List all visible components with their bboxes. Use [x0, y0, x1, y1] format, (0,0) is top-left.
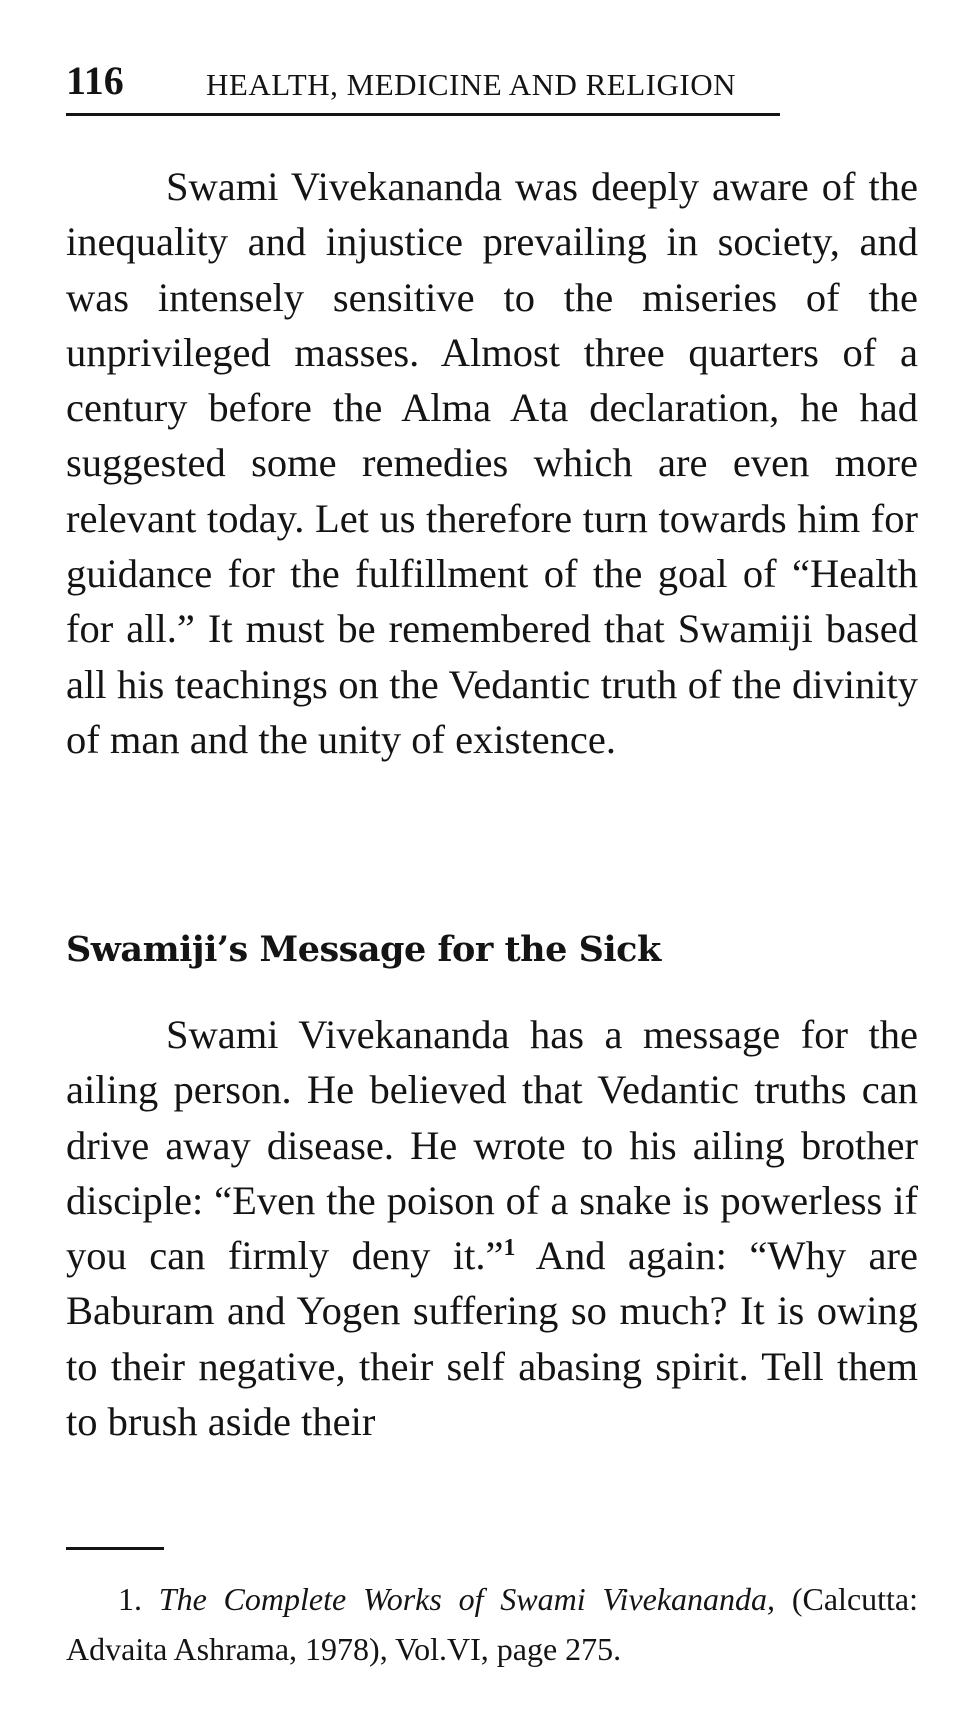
running-title: HEALTH, MEDICINE AND RELIGION [206, 67, 736, 102]
footnote-divider [66, 1547, 164, 1550]
section-heading: Swamiji’s Message for the Sick [66, 929, 661, 970]
footnote-title: The Complete Works of Swami Vivekananda, [158, 1581, 776, 1617]
footnote-number: 1. [118, 1581, 142, 1617]
footnote-citation: (Calcutta: Advaita Ashrama, 1978), Vol.VI, page 275. [66, 1581, 919, 1667]
paragraph-text: And again: “Why are Baburam and Yogen suffering so much? It is owing to their negative, their self abasing spirit. Tell them to brush aside their [66, 1233, 918, 1445]
footnote-reference: 1 [503, 1235, 516, 1262]
page-number: 116 [66, 58, 124, 103]
body-paragraph: Swami Vivekananda was deeply aware of the inequality and injustice prevailing in society, and was intensely sensitive to the miseries of the unprivileged masses. Almost three quarters of a century before the Alma Ata declaration, he had suggested some remedies which are even more relevant today. Let us therefore turn towards him for guidance for the fulfillment of the goal of “Health for all.” It must be remembered that Swamiji based all his teachings on the Vedantic truth of the divinity of man and the unity of existence. [66, 164, 918, 762]
paragraph-text: Swami Vivekananda has a message for the ailing person. He believed that Vedantic truths can drive away disease. He wrote to his ailing brother disciple: “Even the poison of a snake is powerless if you can firmly deny it.” [66, 1012, 918, 1279]
footnote [66, 1574, 918, 1674]
running-head [66, 55, 780, 116]
body-paragraph [66, 1007, 918, 1449]
